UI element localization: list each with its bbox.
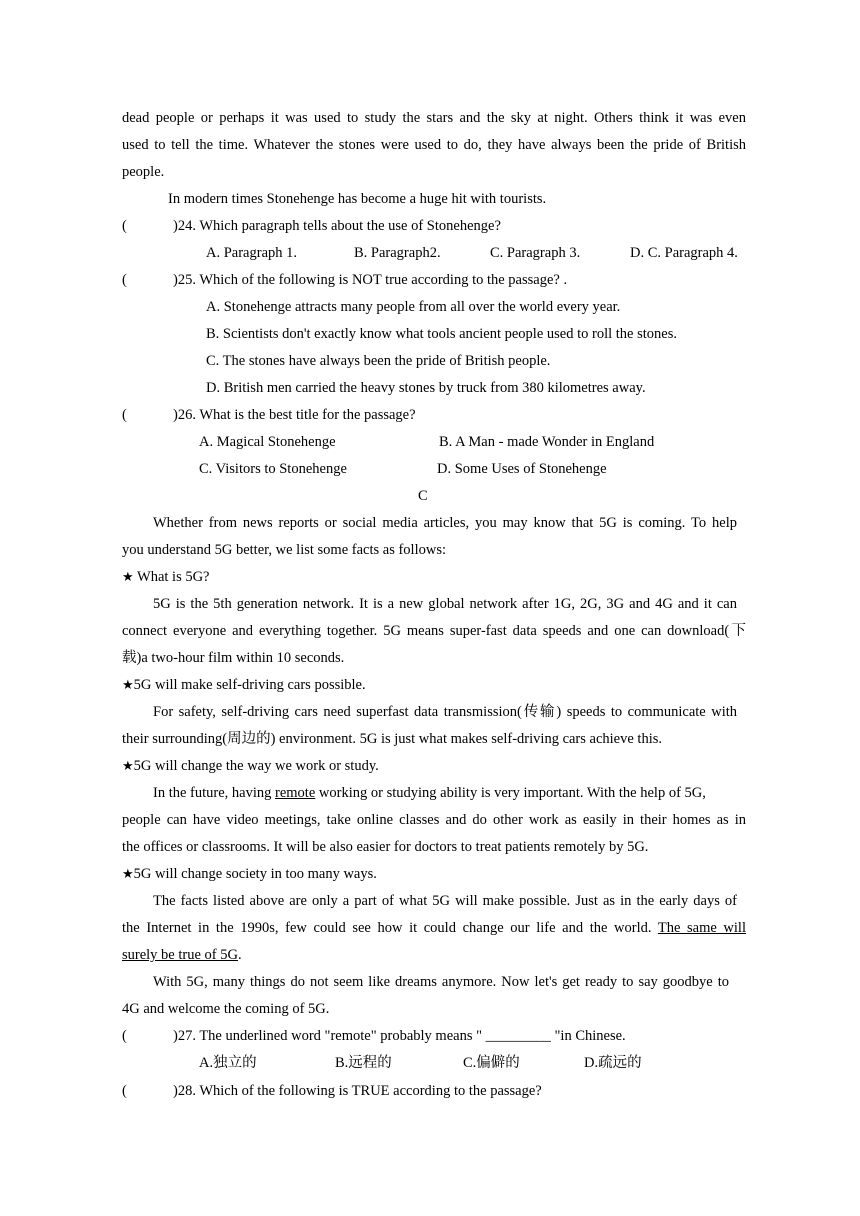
option-d: D. British men carried the heavy stones by truck from 380 kilometres away. <box>206 380 646 396</box>
option-a: A. Magical Stonehenge <box>199 434 336 450</box>
option-b: B. Paragraph2. <box>354 245 441 261</box>
underlined-sentence: surely be true of 5G <box>122 947 238 963</box>
text-run: In the future, having <box>153 785 276 801</box>
option-d: D. Some Uses of Stonehenge <box>437 461 607 477</box>
heading-text: 5G will change the way we work or study. <box>133 758 379 774</box>
text-run: working or studying ability is very important. With the help of 5G, <box>315 785 706 801</box>
paragraph-line: 5G is the 5th generation network. It is a new global network after 1G, 2G, 3G and 4G and it can <box>153 596 737 612</box>
option-c: C. Paragraph 3. <box>490 245 581 261</box>
star-icon: ★ <box>122 867 134 882</box>
text-run: . <box>237 947 242 963</box>
heading-text: 5G will change society in too many ways. <box>133 866 377 882</box>
answer-paren-open: ( <box>122 272 127 288</box>
question-text: )28. Which of the following is TRUE according to the passage? <box>173 1083 542 1099</box>
paragraph-line: 4G and welcome the coming of 5G. <box>122 1001 330 1017</box>
option-c: C.偏僻的 <box>463 1055 520 1071</box>
paragraph-line <box>122 918 746 938</box>
paragraph-line: For safety, self-driving cars need superfast data transmission(传输) speeds to communicate with <box>153 704 737 720</box>
section-heading <box>122 567 210 588</box>
paragraph-line: With 5G, many things do not seem like dreams anymore. Now let's get ready to say goodbye to <box>153 974 729 990</box>
paragraph-line: people can have video meetings, take online classes and do other work as easily in their homes as in <box>122 812 746 828</box>
paragraph-line <box>153 783 706 803</box>
paragraph-line: connect everyone and everything together. 5G means super-fast data speeds and one can download(下 <box>122 623 746 639</box>
paragraph-line: The facts listed above are only a part of what 5G will make possible. Just as in the early days of <box>153 893 737 909</box>
option-a: A. Paragraph 1. <box>206 245 298 261</box>
option-c: C. Visitors to Stonehenge <box>199 461 347 477</box>
paragraph-line: their surrounding(周边的) environment. 5G is just what makes self-driving cars achieve this. <box>122 731 663 747</box>
star-icon: ★ <box>122 759 134 774</box>
option-b: B.远程的 <box>335 1055 392 1071</box>
question-text: )26. What is the best title for the passage? <box>173 407 416 423</box>
section-heading <box>122 675 366 696</box>
text-run: the Internet in the 1990s, few could see how it could change our life and the world. <box>122 920 658 936</box>
heading-text: What is 5G? <box>133 569 210 585</box>
option-a: A. Stonehenge attracts many people from all over the world every year. <box>206 299 621 315</box>
option-b: B. A Man - made Wonder in England <box>439 434 655 450</box>
question-text: )24. Which paragraph tells about the use of Stonehenge? <box>173 218 501 234</box>
section-heading <box>122 864 377 885</box>
passage-letter: C <box>418 488 428 504</box>
option-d: D. C. Paragraph 4. <box>630 245 738 261</box>
answer-paren-open: ( <box>122 1028 127 1044</box>
paragraph-line: In modern times Stonehenge has become a huge hit with tourists. <box>168 191 547 207</box>
option-a: A.独立的 <box>199 1055 257 1071</box>
option-c: C. The stones have always been the pride of British people. <box>206 353 551 369</box>
paragraph-line <box>122 945 242 965</box>
paragraph-line: the offices or classrooms. It will be also easier for doctors to treat patients remotely by 5G. <box>122 839 649 855</box>
underlined-word-remote: remote <box>275 785 316 801</box>
answer-paren-open: ( <box>122 218 127 234</box>
star-icon: ★ <box>122 570 134 585</box>
paragraph-line: 载)a two-hour film within 10 seconds. <box>122 650 345 666</box>
question-text: )27. The underlined word "remote" probably means " _________ "in Chinese. <box>173 1028 626 1044</box>
option-b: B. Scientists don't exactly know what tools ancient people used to roll the stones. <box>206 326 677 342</box>
paragraph-line: used to tell the time. Whatever the stones were used to do, they have always been the pride of British <box>122 137 746 153</box>
answer-paren-open: ( <box>122 1083 127 1099</box>
answer-paren-open: ( <box>122 407 127 423</box>
paragraph-line: people. <box>122 164 165 180</box>
paragraph-line: you understand 5G better, we list some facts as follows: <box>122 542 446 558</box>
heading-text: 5G will make self-driving cars possible. <box>133 677 366 693</box>
paragraph-line: dead people or perhaps it was used to study the stars and the sky at night. Others think it was even <box>122 110 746 126</box>
star-icon: ★ <box>122 678 134 693</box>
paragraph-line: Whether from news reports or social media articles, you may know that 5G is coming. To help <box>153 515 737 531</box>
section-heading <box>122 756 379 777</box>
option-d: D.疏远的 <box>584 1055 642 1071</box>
underlined-sentence: The same will <box>657 920 746 936</box>
question-text: )25. Which of the following is NOT true according to the passage? . <box>173 272 568 288</box>
